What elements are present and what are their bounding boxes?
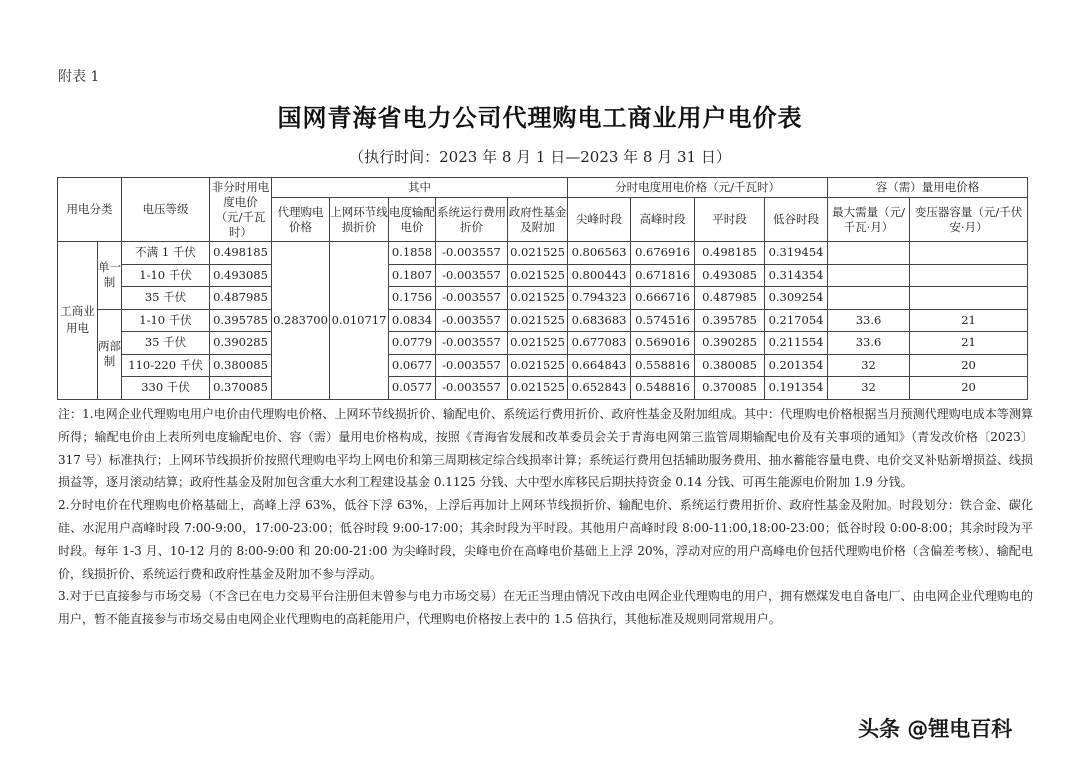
annex-label: 附表 1	[58, 69, 100, 85]
transformer-cap-cell: 21	[910, 332, 1028, 355]
category-cell: 工商业用电	[58, 242, 98, 400]
valley-cell: 0.211554	[765, 332, 828, 355]
non-tou-cell: 0.395785	[210, 309, 272, 332]
sharp-peak-cell: 0.794323	[568, 287, 631, 310]
table-row	[58, 264, 1028, 287]
sharp-peak-cell: 0.806563	[568, 242, 631, 265]
voltage-cell: 330 千伏	[122, 377, 210, 400]
transformer-cap-cell: 21	[910, 309, 1028, 332]
flat-cell: 0.380085	[695, 354, 765, 377]
transformer-cap-cell	[910, 242, 1028, 265]
non-tou-cell: 0.380085	[210, 354, 272, 377]
transmission-cell: 0.0677	[389, 354, 436, 377]
gov-fund-cell: 0.021525	[508, 242, 568, 265]
header-capacity-group: 容（需）量用电价格	[828, 178, 1028, 198]
flat-cell: 0.370085	[695, 377, 765, 400]
header-non-tou: 非分时用电度电价（元/千瓦时）	[210, 178, 272, 242]
effective-period: （执行时间：2023 年 8 月 1 日—2023 年 8 月 31 日）	[349, 148, 731, 166]
max-demand-cell	[828, 264, 910, 287]
header-gov-fund: 政府性基金及附加	[508, 198, 568, 242]
system-op-cell: -0.003557	[436, 309, 508, 332]
voltage-cell: 不满 1 千伏	[122, 242, 210, 265]
gov-fund-cell: 0.021525	[508, 377, 568, 400]
gov-fund-cell: 0.021525	[508, 309, 568, 332]
table-row	[58, 287, 1028, 310]
transmission-cell: 0.1807	[389, 264, 436, 287]
valley-cell: 0.309254	[765, 287, 828, 310]
gov-fund-cell: 0.021525	[508, 264, 568, 287]
header-of-which: 其中	[272, 178, 568, 198]
transmission-cell: 0.0834	[389, 309, 436, 332]
header-grid-loss: 上网环节线损折价	[330, 198, 389, 242]
header-agency: 代理购电价格	[272, 198, 330, 242]
transformer-cap-cell	[910, 264, 1028, 287]
source-watermark: 头条 @锂电百科	[858, 717, 1013, 741]
table-row	[58, 309, 1028, 332]
valley-cell: 0.191354	[765, 377, 828, 400]
non-tou-cell: 0.390285	[210, 332, 272, 355]
transmission-cell: 0.0779	[389, 332, 436, 355]
two-part-system-cell: 两部制	[98, 309, 122, 399]
peak-cell: 0.569016	[631, 332, 695, 355]
transformer-cap-cell: 20	[910, 377, 1028, 400]
table-row	[58, 354, 1028, 377]
non-tou-cell: 0.498185	[210, 242, 272, 265]
sharp-peak-cell: 0.677083	[568, 332, 631, 355]
single-system-cell: 单一制	[98, 242, 122, 310]
table-row	[58, 242, 1028, 265]
max-demand-cell	[828, 242, 910, 265]
header-category: 用电分类	[58, 178, 122, 242]
flat-cell: 0.498185	[695, 242, 765, 265]
flat-cell: 0.493085	[695, 264, 765, 287]
transmission-cell: 0.1858	[389, 242, 436, 265]
max-demand-cell: 33.6	[828, 309, 910, 332]
notes-section	[58, 403, 1033, 631]
system-op-cell: -0.003557	[436, 242, 508, 265]
grid-loss-cell: 0.010717	[330, 242, 389, 400]
system-op-cell: -0.003557	[436, 264, 508, 287]
note-paragraph: 注：1.电网企业代理购电用户电价由代理购电价格、上网环节线损折价、输配电价、系统运行费用折价、政府性基金及附加组成。其中：代理购电价格根据当月预测代理购电成本等测算所得；输配电价由上表所列电度输配电价、容（需）量用电价格构成，按照《青海省发展和改革委员会关于青海电网第三监管周期输配电价及有关事项的通知》（青发改价格〔2023〕317 号）标准执行；上网环节线损折价按照代理购电平均上网电价和第三周期核定综合线损率计算；系统运行费用包括辅助服务费用、抽水蓄能容量电费、电价交叉补贴新增损益、线损损益等，逐月滚动结算；政府性基金及附加包含重大水利工程建设基金 0.1125 分钱、大中型水库移民后期扶持资金 0.14 分钱、可再生能源电价附加 1.9 分钱。	[58, 407, 1033, 490]
max-demand-cell: 33.6	[828, 332, 910, 355]
header-transmission: 电度输配电价	[389, 198, 436, 242]
system-op-cell: -0.003557	[436, 287, 508, 310]
peak-cell: 0.558816	[631, 354, 695, 377]
table-row	[58, 377, 1028, 400]
page-title: 国网青海省电力公司代理购电工商业用户电价表	[277, 103, 803, 132]
valley-cell: 0.319454	[765, 242, 828, 265]
transformer-cap-cell: 20	[910, 354, 1028, 377]
peak-cell: 0.548816	[631, 377, 695, 400]
gov-fund-cell: 0.021525	[508, 287, 568, 310]
header-valley: 低谷时段	[765, 198, 828, 242]
voltage-cell: 35 千伏	[122, 332, 210, 355]
peak-cell: 0.676916	[631, 242, 695, 265]
system-op-cell: -0.003557	[436, 332, 508, 355]
header-peak: 高峰时段	[631, 198, 695, 242]
header-voltage: 电压等级	[122, 178, 210, 242]
sharp-peak-cell: 0.652843	[568, 377, 631, 400]
header-max-demand: 最大需量（元/千瓦·月）	[828, 198, 910, 242]
system-op-cell: -0.003557	[436, 377, 508, 400]
flat-cell: 0.390285	[695, 332, 765, 355]
header-transformer-cap: 变压器容量（元/千伏安·月）	[910, 198, 1028, 242]
note-paragraph: 3.对于已直接参与市场交易（不含已在电力交易平台注册但未曾参与电力市场交易）在无正当理由情况下改由电网企业代理购电的用户，拥有燃煤发电自备电厂、由电网企业代理购电的用户，暂不能直接参与市场交易由电网企业代理购电的高耗能用户，代理购电价格按上表中的 1.5 倍执行，其他标准及规则同常规用户。	[58, 589, 1033, 627]
gov-fund-cell: 0.021525	[508, 332, 568, 355]
transmission-cell: 0.1756	[389, 287, 436, 310]
gov-fund-cell: 0.021525	[508, 354, 568, 377]
non-tou-cell: 0.493085	[210, 264, 272, 287]
table-row	[58, 332, 1028, 355]
transmission-cell: 0.0577	[389, 377, 436, 400]
header-system-op: 系统运行费用折价	[436, 198, 508, 242]
voltage-cell: 1-10 千伏	[122, 264, 210, 287]
valley-cell: 0.201354	[765, 354, 828, 377]
price-table	[57, 177, 1028, 400]
header-flat: 平时段	[695, 198, 765, 242]
voltage-cell: 1-10 千伏	[122, 309, 210, 332]
sharp-peak-cell: 0.664843	[568, 354, 631, 377]
system-op-cell: -0.003557	[436, 354, 508, 377]
max-demand-cell: 32	[828, 377, 910, 400]
header-sharp-peak: 尖峰时段	[568, 198, 631, 242]
sharp-peak-cell: 0.800443	[568, 264, 631, 287]
non-tou-cell: 0.487985	[210, 287, 272, 310]
sharp-peak-cell: 0.683683	[568, 309, 631, 332]
peak-cell: 0.671816	[631, 264, 695, 287]
flat-cell: 0.487985	[695, 287, 765, 310]
header-tou-group: 分时电度用电价格（元/千瓦时）	[568, 178, 828, 198]
voltage-cell: 35 千伏	[122, 287, 210, 310]
peak-cell: 0.666716	[631, 287, 695, 310]
note-paragraph: 2.分时电价在代理购电价格基础上，高峰上浮 63%，低谷下浮 63%，上浮后再加计上网环节线损折价、输配电价、系统运行费用折价、政府性基金及附加。时段划分：铁合金、碳化硅、水泥用户高峰时段 7:00-9:00，17:00-23:00；低谷时段 9:00-17:00；其余时段为平时段。其他用户高峰时段 8:00-11:00,18:00-23:00；低谷时段 0:00-8:00；其余时段为平时段。每年 1-3 月、10-12 月的 8:00-9:00 和 20:00-21:00 为尖峰时段，尖峰电价在高峰电价基础上上浮 20%，浮动对应的用户高峰电价包括代理购电价格（含偏差考核）、输配电价，线损折价、系统运行费和政府性基金及附加不参与浮动。	[58, 498, 1033, 581]
flat-cell: 0.395785	[695, 309, 765, 332]
peak-cell: 0.574516	[631, 309, 695, 332]
transformer-cap-cell	[910, 287, 1028, 310]
voltage-cell: 110-220 千伏	[122, 354, 210, 377]
agency-price-cell: 0.283700	[272, 242, 330, 400]
valley-cell: 0.217054	[765, 309, 828, 332]
non-tou-cell: 0.370085	[210, 377, 272, 400]
max-demand-cell	[828, 287, 910, 310]
max-demand-cell: 32	[828, 354, 910, 377]
valley-cell: 0.314354	[765, 264, 828, 287]
